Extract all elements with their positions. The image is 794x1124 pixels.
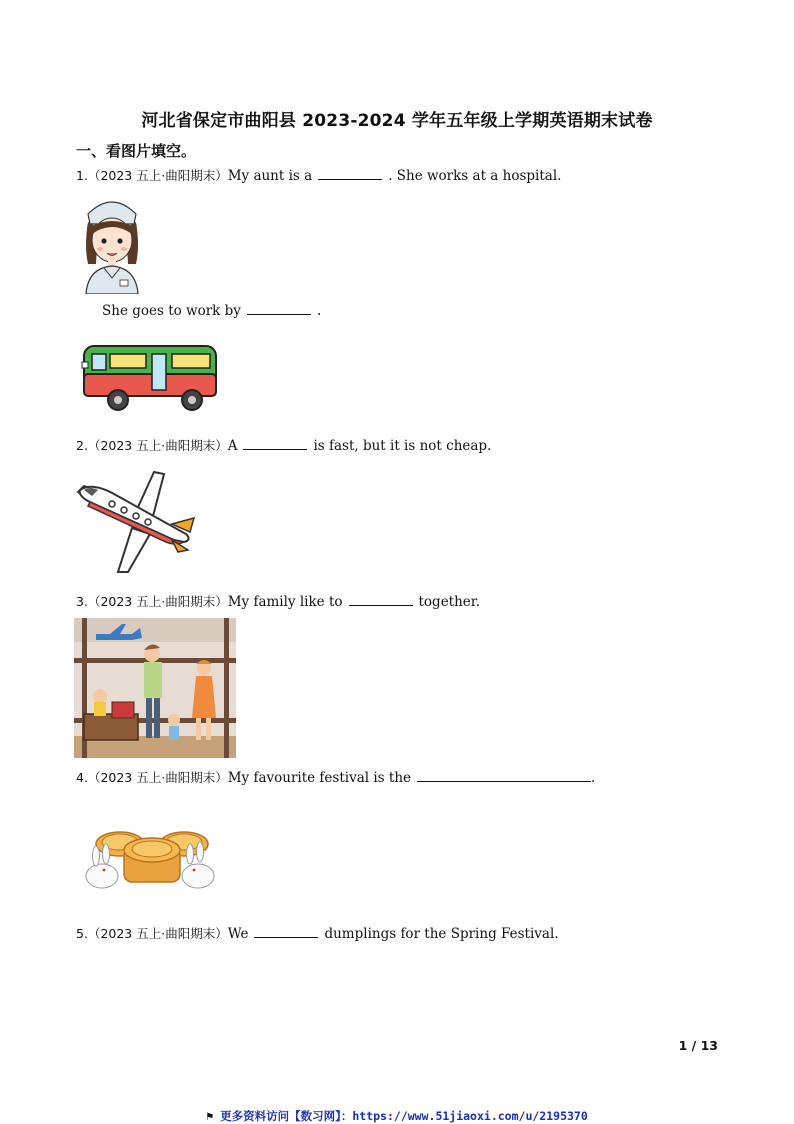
question-number: 3. — [76, 594, 88, 609]
question-text: . — [316, 303, 322, 319]
question-text: She goes to work by — [102, 303, 241, 319]
question-text: together. — [418, 594, 481, 610]
question-source-tag: （2023 五上·曲阳期末） — [87, 594, 228, 609]
airplane-image — [74, 464, 200, 576]
question-text: is fast, but it is not cheap. — [313, 438, 492, 454]
question-number: 1. — [76, 168, 88, 183]
footer-link[interactable]: https://www.51jiaoxi.com/u/2195370 — [352, 1109, 588, 1123]
family-airport-image — [74, 618, 236, 758]
question-number: 5. — [76, 926, 88, 941]
question-number: 2. — [76, 438, 88, 453]
section-heading: 一、看图片填空。 — [76, 142, 197, 160]
question-text: We — [227, 926, 249, 942]
mooncake-rabbits-image — [80, 824, 220, 894]
question-2 — [76, 436, 491, 454]
question-text: My aunt is a — [227, 168, 313, 184]
answer-blank[interactable] — [247, 302, 311, 315]
question-text: My favourite festival is the — [227, 770, 412, 786]
question-text: My family like to — [227, 594, 343, 610]
question-text: . She works at a hospital. — [388, 168, 562, 184]
footer-prefix: 更多资料访问【数习网】： — [220, 1109, 353, 1123]
answer-blank[interactable] — [417, 769, 591, 782]
page-number: 1 / 13 — [678, 1038, 718, 1053]
answer-blank[interactable] — [254, 925, 318, 938]
question-text: A — [227, 438, 238, 454]
page-title: 河北省保定市曲阳县 2023-2024 学年五年级上学期英语期末试卷 — [141, 111, 653, 131]
flag-icon: ⚑ — [206, 1109, 214, 1123]
question-source-tag: （2023 五上·曲阳期末） — [87, 770, 228, 785]
answer-blank[interactable] — [318, 167, 382, 180]
question-5 — [76, 924, 559, 942]
question-4 — [76, 768, 595, 786]
question-source-tag: （2023 五上·曲阳期末） — [87, 168, 228, 183]
question-text: . — [591, 770, 596, 786]
answer-blank[interactable] — [243, 437, 307, 450]
question-3 — [76, 592, 480, 610]
answer-blank[interactable] — [349, 593, 413, 606]
question-1-subline — [102, 302, 321, 319]
question-number: 4. — [76, 770, 88, 785]
bus-image — [80, 340, 220, 412]
question-source-tag: （2023 五上·曲阳期末） — [87, 926, 228, 941]
question-source-tag: （2023 五上·曲阳期末） — [87, 438, 228, 453]
question-text: dumplings for the Spring Festival. — [324, 926, 559, 942]
nurse-image — [76, 194, 148, 294]
question-1 — [76, 166, 561, 184]
footer — [0, 1108, 794, 1124]
